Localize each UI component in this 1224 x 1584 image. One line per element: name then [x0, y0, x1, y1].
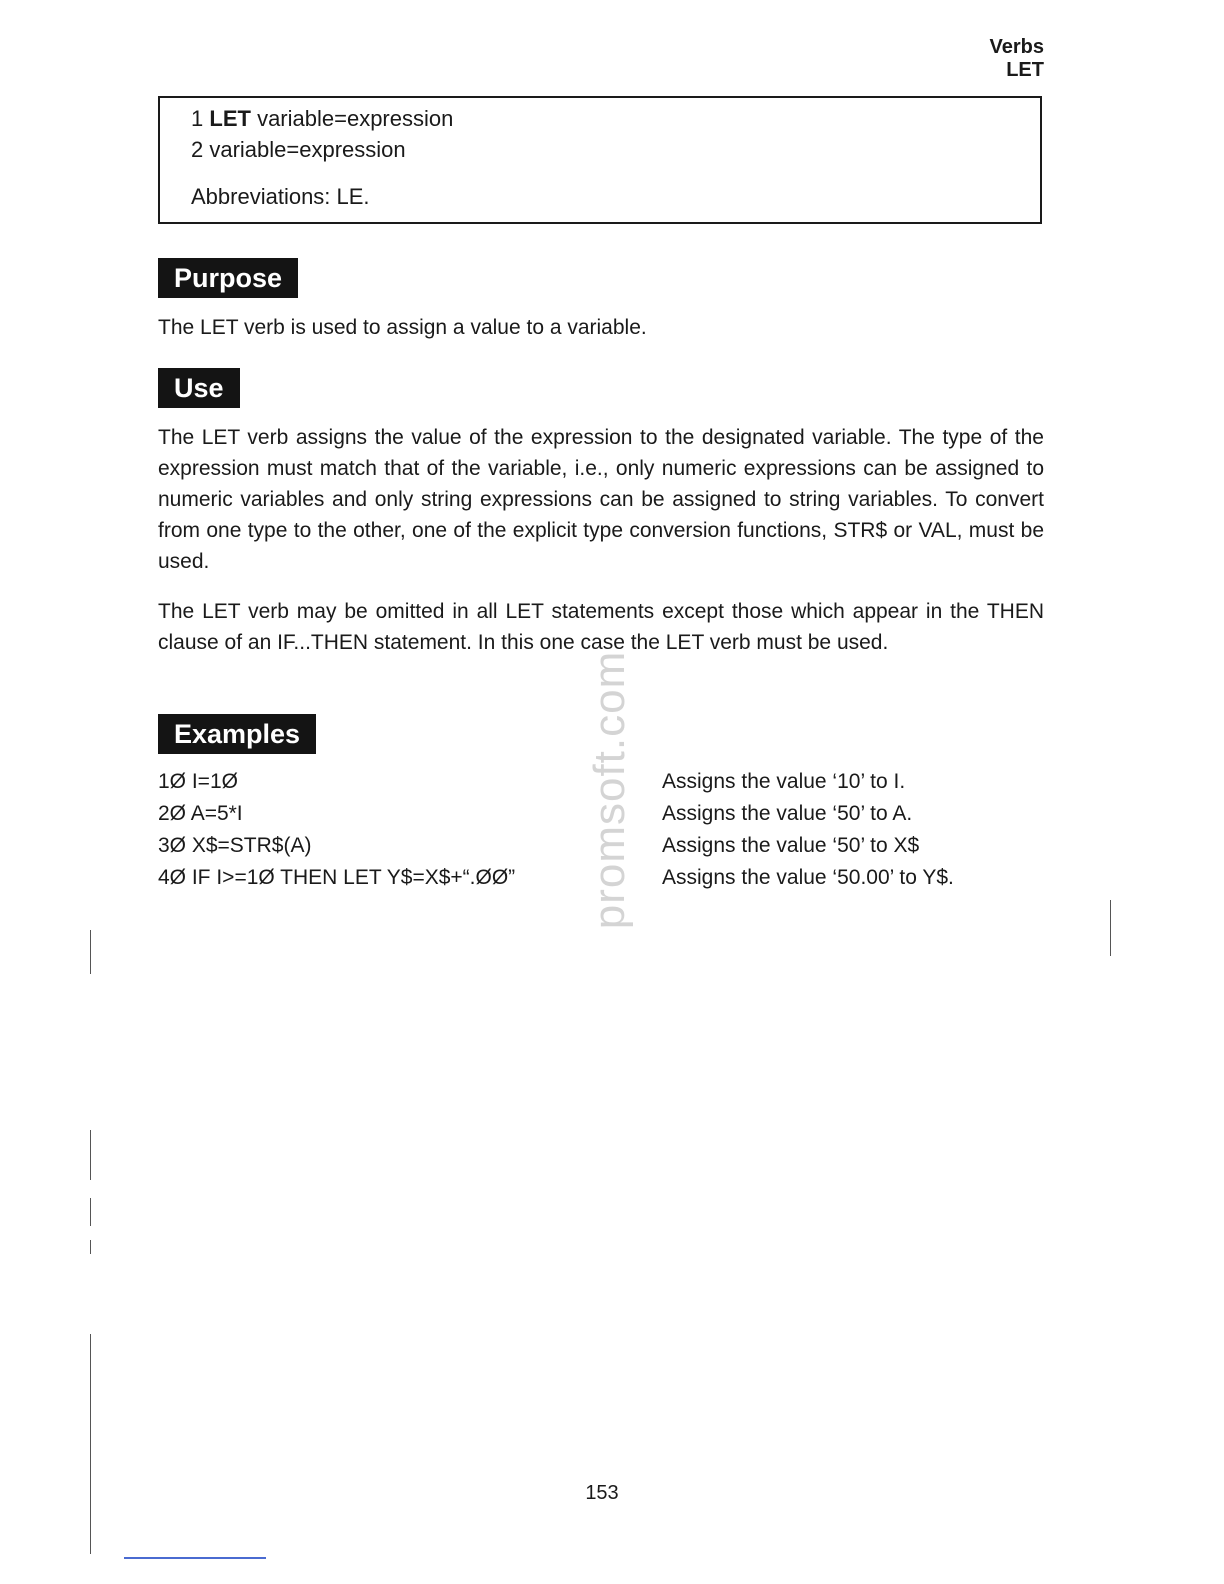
- use-paragraph-2: The LET verb may be omitted in all LET statements except those which appear in the THEN clause of an IF...THEN statement. In this one case the LET verb must be used.: [158, 600, 1044, 654]
- use-heading: Use: [158, 368, 240, 408]
- section-label: Verbs: [989, 36, 1044, 58]
- example-description: Assigns the value ‘50’ to A.: [662, 802, 913, 825]
- page-header: [990, 36, 1044, 82]
- syntax-abbreviations: Abbreviations: LE.: [191, 184, 370, 209]
- syntax-form-2: 2 variable=expression: [191, 137, 406, 162]
- example-code: 1Ø I=1Ø: [158, 770, 238, 793]
- example-code: 2Ø A=5*I: [158, 802, 243, 825]
- example-description: Assigns the value ‘50’ to X$: [662, 834, 920, 857]
- syntax-box: [158, 96, 1042, 224]
- scan-edge-mark: [90, 1130, 91, 1180]
- syntax-form-1-rest: variable=expression: [257, 106, 454, 131]
- example-code: 3Ø X$=STR$(A): [158, 834, 312, 857]
- scan-edge-mark: [90, 1334, 91, 1554]
- use-paragraph-1: The LET verb assigns the value of the expression to the designated variable. The type of the expression must match that of the variable, i.e., only numeric expressions can be assigned to numeric variables and only string expressions can be assigned to string variables. To convert from one type to the other, one of the explicit type conversion functions, STR$ or VAL, must be used.: [158, 426, 1044, 573]
- scan-edge-mark: [90, 1240, 91, 1254]
- topic-label: LET: [1006, 59, 1044, 81]
- scan-edge-mark: [90, 1198, 91, 1226]
- example-description: Assigns the value ‘10’ to I.: [662, 770, 906, 793]
- scan-edge-rule: [124, 1557, 266, 1559]
- purpose-text: The LET verb is used to assign a value to a variable.: [158, 316, 647, 339]
- scan-edge-mark: [1110, 900, 1111, 956]
- syntax-form-1-number: 1: [191, 106, 204, 131]
- example-code: 4Ø IF I>=1Ø THEN LET Y$=X$+“.ØØ”: [158, 866, 516, 889]
- example-description: Assigns the value ‘50.00’ to Y$.: [662, 866, 954, 889]
- syntax-form-1-keyword: LET: [209, 106, 251, 131]
- examples-heading: Examples: [158, 714, 316, 754]
- page-number: 153: [585, 1482, 619, 1504]
- scan-edge-mark: [90, 930, 91, 974]
- purpose-heading: Purpose: [158, 258, 298, 298]
- watermark: promsoft.com: [585, 650, 634, 930]
- syntax-form-1: [191, 106, 453, 132]
